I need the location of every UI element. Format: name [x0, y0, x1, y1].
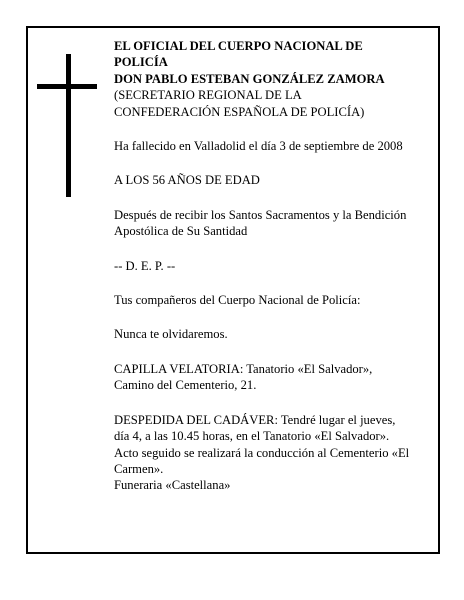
age-line: A LOS 56 AÑOS DE EDAD	[114, 173, 260, 188]
colleagues-line: Tus compañeros del Cuerpo Nacional de Policía:	[114, 293, 361, 308]
rip-line: -- D. E. P. --	[114, 258, 176, 273]
never-forget-line: Nunca te olvidaremos.	[114, 327, 228, 342]
deceased-position: (SECRETARIO REGIONAL DE LA CONFEDERACIÓN ESPAÑOLA DE POLICÍA)	[114, 88, 365, 119]
farewell-line: DESPEDIDA DEL CADÁVER: Tendré lugar el jueves, día 4, a las 10.45 horas, en el Tanatorio «El Salvador». Acto seguido se realizará la conducción al Cementerio «El Carmen».	[114, 412, 410, 476]
funeral-home-line: Funeraria «Castellana»	[114, 478, 231, 493]
obituary-text	[114, 38, 410, 494]
deceased-rank: EL OFICIAL DEL CUERPO NACIONAL DE POLICÍA	[114, 39, 363, 70]
death-notice: Ha fallecido en Valladolid el día 3 de septiembre de 2008	[114, 139, 403, 154]
cross-vertical-bar	[66, 54, 71, 197]
sacraments-line: Después de recibir los Santos Sacramentos y la Bendición Apostólica de Su Santidad	[114, 207, 407, 239]
deceased-name: DON PABLO ESTEBAN GONZÁLEZ ZAMORA	[114, 71, 385, 86]
cross-horizontal-bar	[37, 84, 97, 89]
chapel-line: CAPILLA VELATORIA: Tanatorio «El Salvador», Camino del Cementerio, 21.	[114, 361, 373, 393]
